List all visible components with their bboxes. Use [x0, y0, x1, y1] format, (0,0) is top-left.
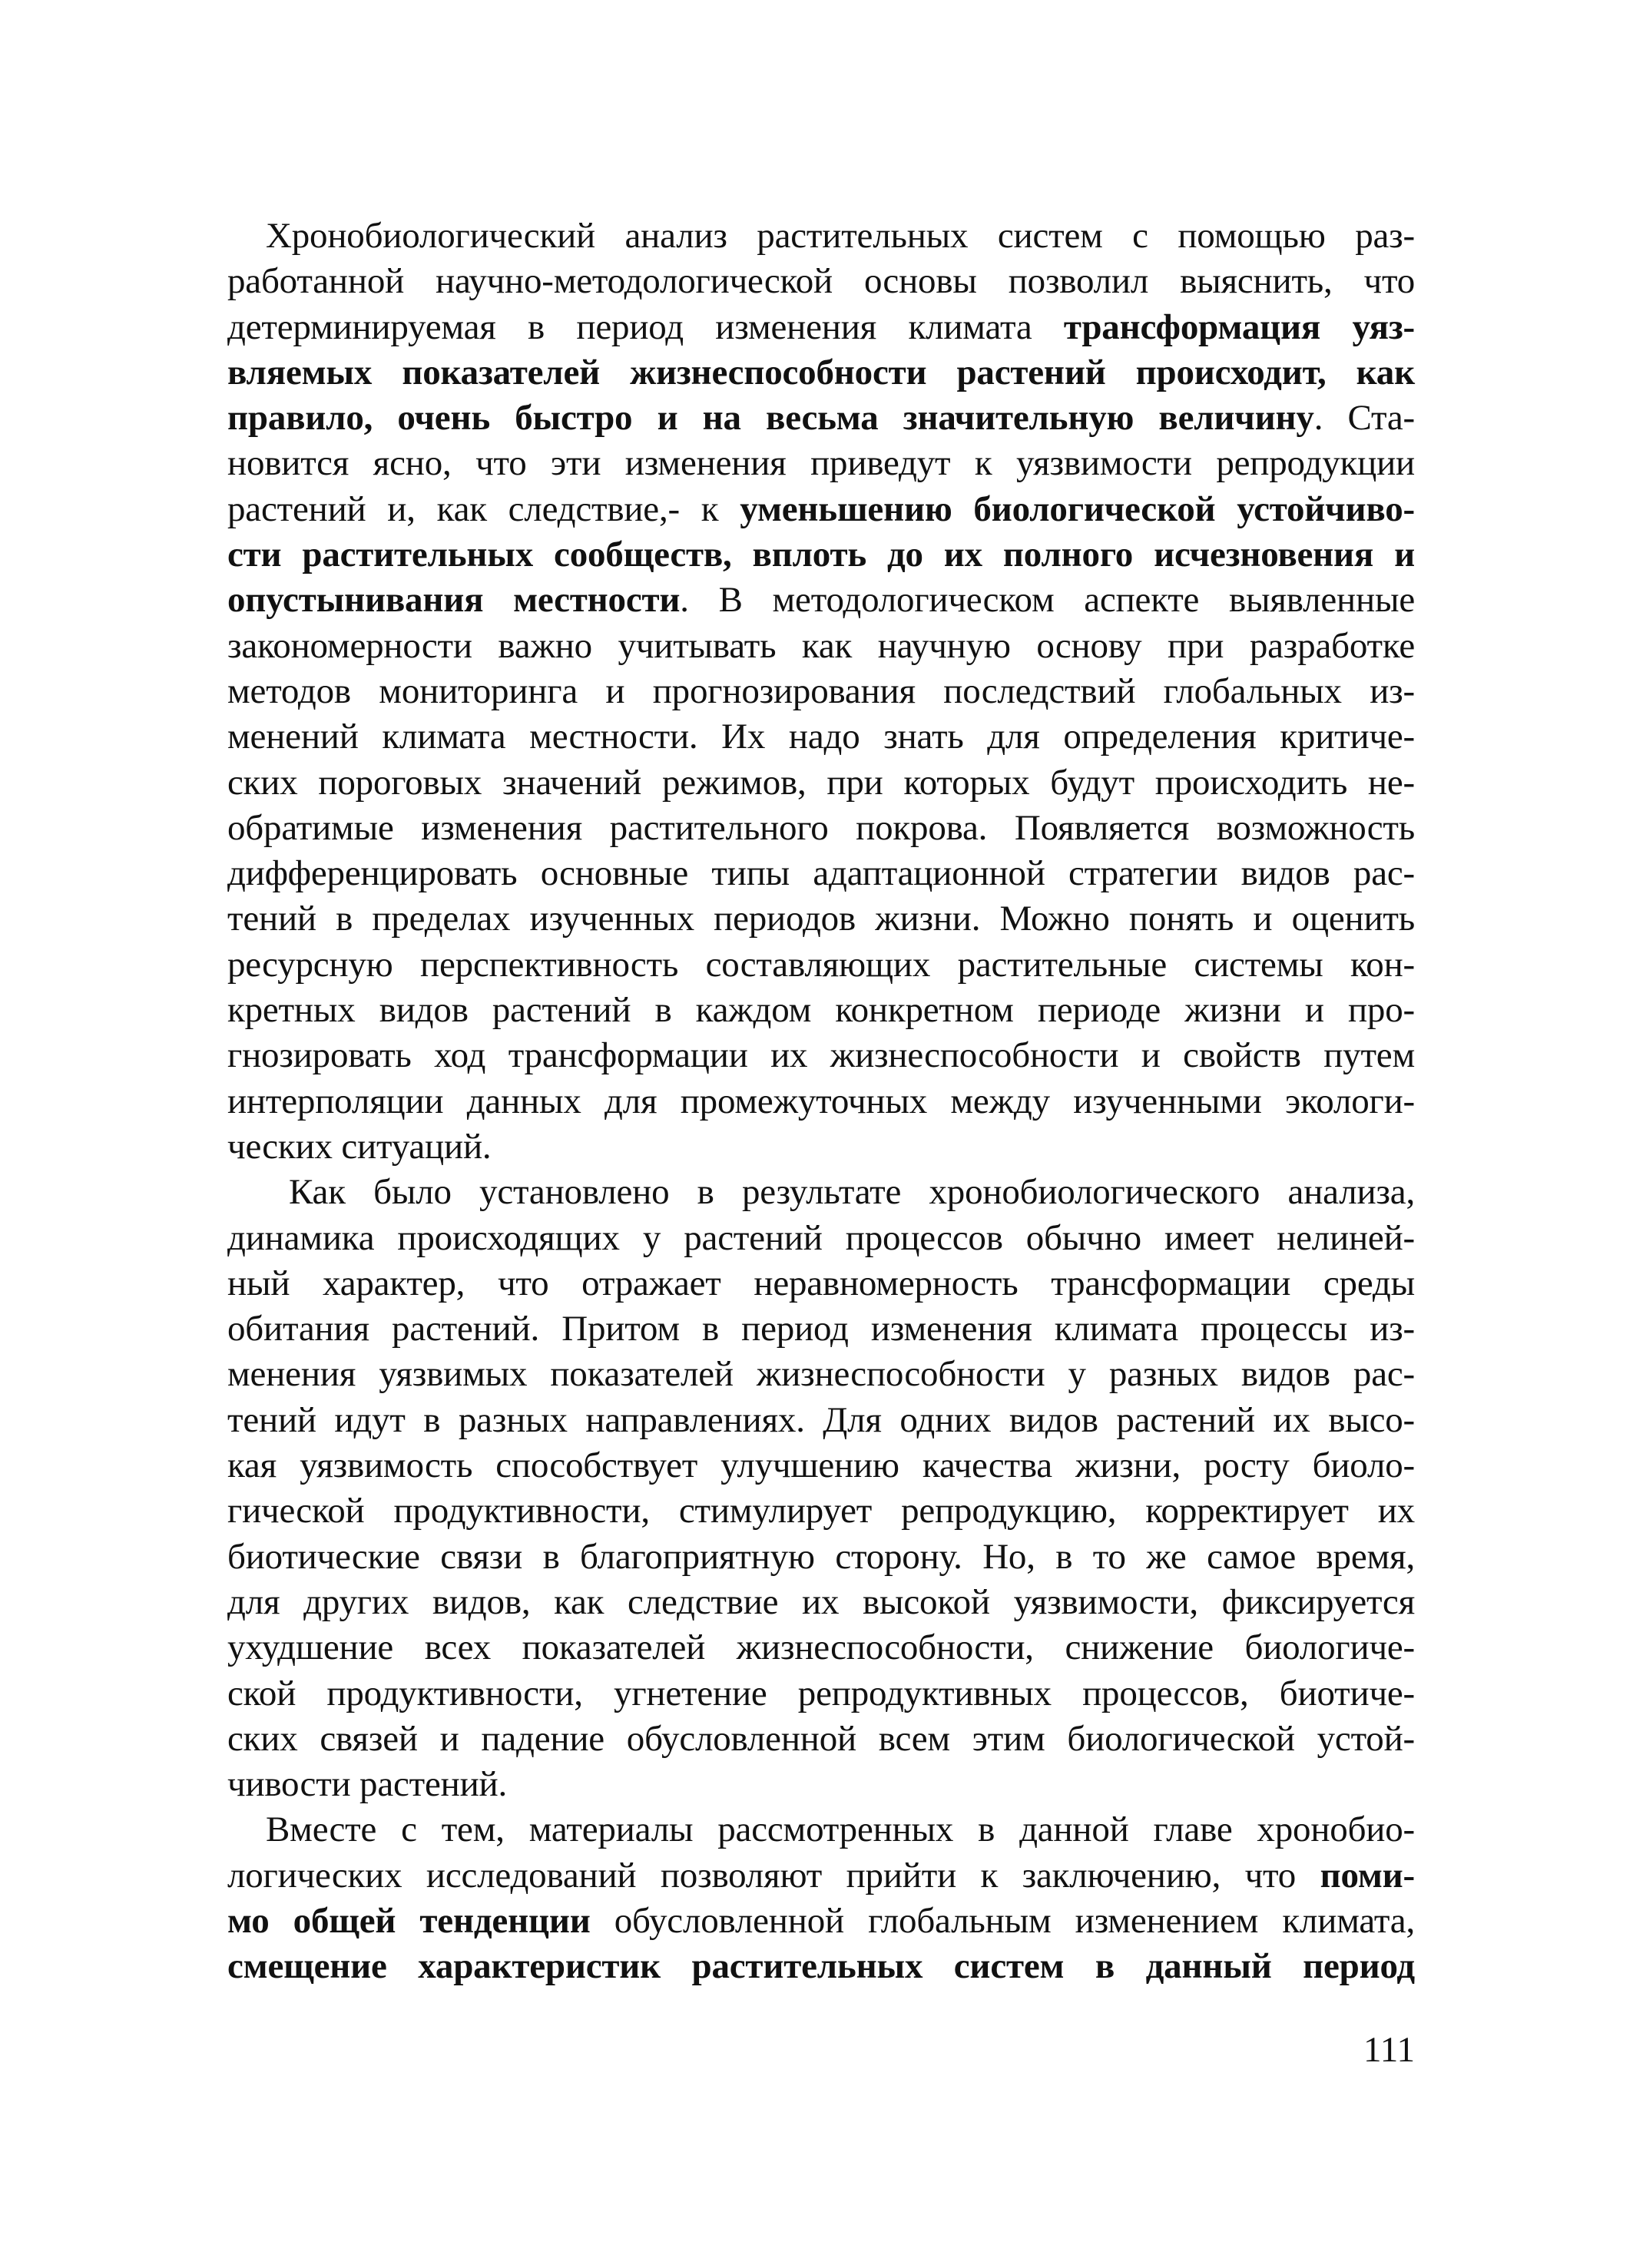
- bold-text: смещение характеристик растительных систем в данный период: [227, 1946, 1415, 1987]
- text-run: ских связей и падение обусловленной всем этим биологической устой-: [227, 1718, 1415, 1759]
- text-line: [227, 1079, 1415, 1124]
- text-line: [227, 942, 1415, 988]
- text-run: гической продуктивности, стимулирует репродукцию, корректирует их: [227, 1491, 1415, 1531]
- text-line: [227, 487, 1415, 532]
- text-line: [227, 578, 1415, 623]
- text-line: [227, 1443, 1415, 1488]
- text-run: гнозировать ход трансформации их жизнеспособности и свойств путем: [227, 1035, 1415, 1076]
- text-run: интерполяции данных для промежуточных между изученными экологи-: [227, 1081, 1415, 1121]
- text-line: [227, 760, 1415, 806]
- text-run: ской продуктивности, угнетение репродуктивных процессов, биотиче-: [227, 1673, 1415, 1713]
- text-run: . Ста-: [1313, 398, 1416, 439]
- text-line: [227, 396, 1415, 441]
- text-line: [227, 851, 1415, 896]
- text-line: [227, 1124, 1415, 1170]
- text-run: менения уязвимых показателей жизнеспособности у разных видов рас-: [227, 1354, 1415, 1395]
- text-line: [227, 441, 1415, 486]
- text-line: [227, 714, 1415, 760]
- text-line: [227, 1807, 1415, 1852]
- text-run: ских пороговых значений режимов, при которых будут происходить не-: [227, 762, 1415, 803]
- text-line: [227, 1625, 1415, 1670]
- text-run: динамика происходящих у растений процессов обычно имеет нелиней-: [227, 1217, 1415, 1258]
- text-run: . В методологическом аспекте выявленные: [680, 580, 1415, 621]
- text-run: ухудшение всех показателей жизнеспособности, снижение биологиче-: [227, 1627, 1415, 1668]
- text-line: [227, 350, 1415, 396]
- text-run: новится ясно, что эти изменения приведут к уязвимости репродукции: [227, 443, 1415, 484]
- text-run: обусловленной глобальным изменением климата,: [590, 1900, 1415, 1941]
- text-run: детерминируемая в период изменения климата: [227, 306, 1064, 347]
- text-line: [227, 669, 1415, 714]
- text-run: Вместе с тем, материалы рассмотренных в данной главе хронобио-: [266, 1809, 1415, 1850]
- text-line: [227, 1853, 1415, 1899]
- bold-text: опустынивания местности: [227, 580, 681, 621]
- text-run: менений климата местности. Их надо знать для определения критиче-: [227, 717, 1415, 757]
- text-run: Как было установлено в результате хронобиологического анализа,: [289, 1172, 1415, 1213]
- text-line: [227, 1261, 1415, 1306]
- text-line: [227, 305, 1415, 350]
- text-run: логических исследований позволяют прийти к заключению, что: [227, 1855, 1320, 1896]
- text-line: [227, 1899, 1415, 1944]
- text-run: для других видов, как следствие их высокой уязвимости, фиксируется: [227, 1581, 1415, 1622]
- text-line: [227, 806, 1415, 851]
- text-line: [227, 624, 1415, 669]
- bold-text: правило, очень быстро и на весьма значительную величину: [227, 398, 1314, 439]
- bold-text: поми-: [1320, 1855, 1415, 1896]
- page-number: 111: [1363, 2030, 1415, 2070]
- text-run: ресурсную перспективность составляющих растительные системы кон-: [227, 944, 1415, 985]
- body-text: [227, 214, 1415, 1990]
- text-line: [227, 1717, 1415, 1762]
- text-line: [227, 214, 1415, 259]
- bold-text: трансформация уяз-: [1063, 306, 1415, 347]
- paragraph: [227, 1170, 1415, 1807]
- text-run: кая уязвимость способствует улучшению качества жизни, росту биоло-: [227, 1445, 1415, 1486]
- text-line: [227, 1535, 1415, 1580]
- text-line: [227, 1488, 1415, 1534]
- text-run: биотические связи в благоприятную сторону. Но, в то же самое время,: [227, 1536, 1415, 1577]
- text-run: тений в пределах изученных периодов жизни. Можно понять и оценить: [227, 899, 1415, 939]
- paragraph: [227, 1807, 1415, 1989]
- bold-text: уменьшению биологической устойчиво-: [740, 488, 1415, 529]
- text-run: закономерности важно учитывать как научную основу при разработке: [227, 625, 1415, 666]
- bold-text: сти растительных сообществ, вплоть до их полного исчезновения и: [227, 535, 1415, 575]
- text-line: [227, 1580, 1415, 1625]
- text-line: [227, 1944, 1415, 1989]
- text-line: [227, 1352, 1415, 1397]
- bold-text: мо общей тенденции: [227, 1900, 591, 1941]
- text-run: ческих ситуаций.: [227, 1126, 492, 1167]
- text-line: [227, 532, 1415, 578]
- text-run: ный характер, что отражает неравномерность трансформации среды: [227, 1263, 1415, 1303]
- text-line: [227, 259, 1415, 304]
- text-line: [227, 1306, 1415, 1352]
- paragraph: [227, 214, 1415, 1170]
- text-run: дифференцировать основные типы адаптационной стратегии видов рас-: [227, 853, 1415, 894]
- text-run: работанной научно-методологической основы позволил выяснить, что: [227, 261, 1415, 302]
- text-line: [227, 1170, 1415, 1215]
- text-line: [227, 896, 1415, 942]
- text-run: методов мониторинга и прогнозирования последствий глобальных из-: [227, 670, 1415, 711]
- text-line: [227, 1033, 1415, 1078]
- text-run: обитания растений. Притом в период изменения климата процессы из-: [227, 1309, 1415, 1349]
- text-line: [227, 988, 1415, 1033]
- text-run: растений и, как следствие,- к: [227, 488, 740, 529]
- text-run: Хронобиологический анализ растительных систем с помощью раз-: [266, 216, 1415, 256]
- text-line: [227, 1398, 1415, 1443]
- bold-text: вляемых показателей жизнеспособности растений происходит, как: [227, 352, 1415, 392]
- text-run: тений идут в разных направлениях. Для одних видов растений их высо-: [227, 1399, 1415, 1440]
- text-run: кретных видов растений в каждом конкретном периоде жизни и про-: [227, 990, 1415, 1031]
- text-run: чивости растений.: [227, 1764, 508, 1805]
- text-line: [227, 1762, 1415, 1807]
- text-line: [227, 1216, 1415, 1261]
- text-line: [227, 1671, 1415, 1717]
- text-run: обратимые изменения растительного покрова. Появляется возможность: [227, 807, 1415, 848]
